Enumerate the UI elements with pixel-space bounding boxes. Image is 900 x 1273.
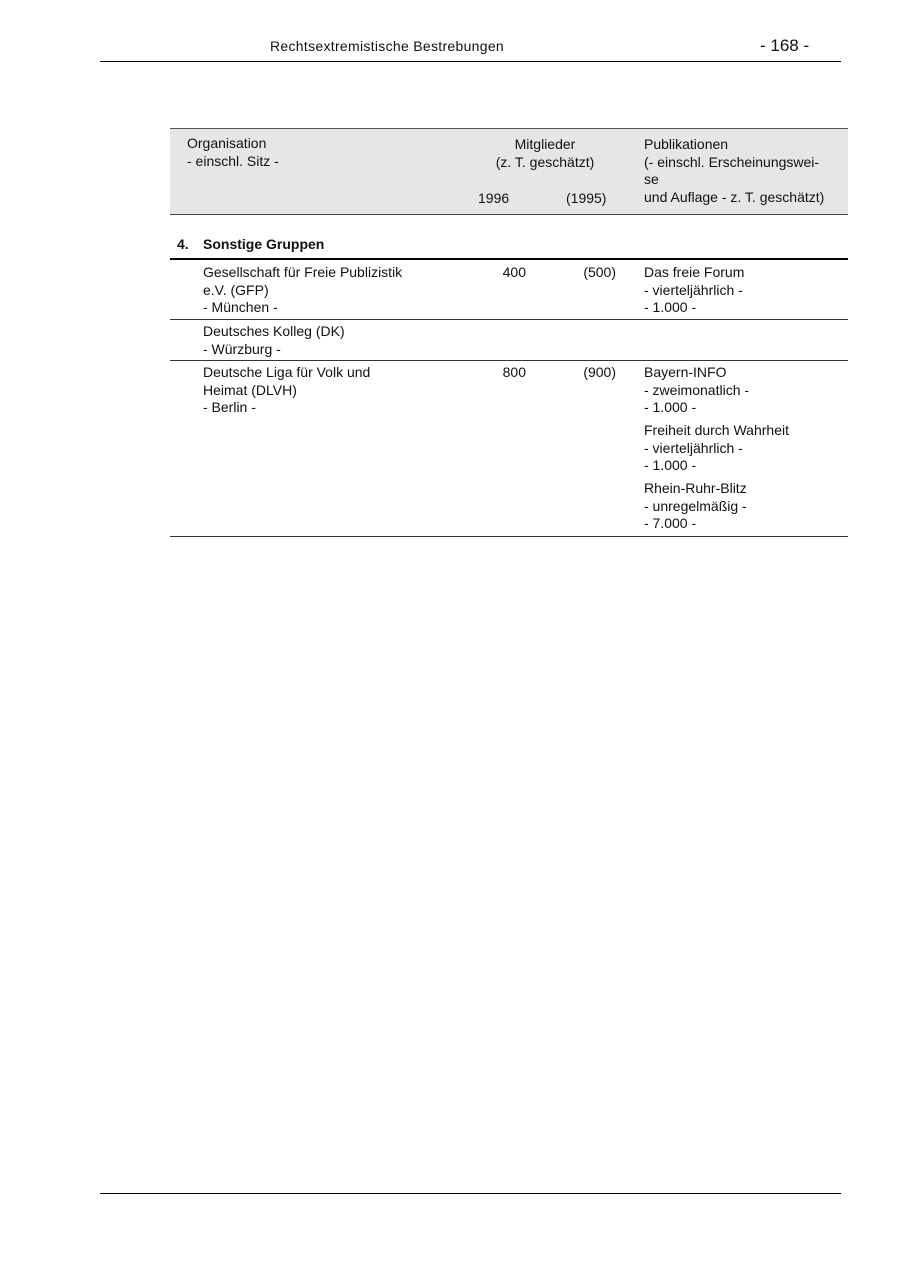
org-cell <box>203 323 345 358</box>
header-org-line1: Organisation <box>187 135 267 151</box>
publication-cell <box>644 264 744 317</box>
header-year-1996: 1996 <box>478 190 510 206</box>
publication-cell <box>644 422 789 475</box>
group-heading <box>170 215 848 260</box>
header-year-1995: (1995) <box>566 190 607 206</box>
publication-cell <box>644 480 747 533</box>
header-members-line2: (z. T. geschätzt) <box>495 153 595 170</box>
org-seat: - Berlin - <box>203 399 256 415</box>
publication-circulation: - 1.000 - <box>644 457 697 473</box>
organizations-table <box>170 128 848 537</box>
members-1995: (500) <box>583 264 616 280</box>
members-1996: 400 <box>502 264 526 280</box>
header-publications <box>644 136 824 206</box>
header-pub-line1: Publikationen <box>644 136 729 152</box>
header-pub-line3: se <box>644 171 659 187</box>
group-number: 4. <box>177 236 189 252</box>
org-name-cont: e.V. (GFP) <box>203 281 269 298</box>
footer-rule <box>100 1193 841 1194</box>
publication-circulation: - 7.000 - <box>644 515 697 531</box>
org-name: Deutsche Liga für Volk und <box>203 364 371 380</box>
org-name: Deutsches Kolleg (DK) <box>203 323 345 339</box>
members-1995: (900) <box>583 364 616 380</box>
publication-title: Freiheit durch Wahrheit <box>644 422 789 438</box>
publication-circulation: - 1.000 - <box>644 299 697 315</box>
header-pub-line4: und Auflage - z. T. geschätzt) <box>644 188 825 205</box>
publication-frequency: - vierteljährlich - <box>644 281 743 298</box>
header-org-line2: - einschl. Sitz - <box>187 152 279 169</box>
header-members <box>470 136 620 171</box>
table-row <box>170 361 848 537</box>
org-name-cont: Heimat (DLVH) <box>203 381 297 398</box>
publication-frequency: - zweimonatlich - <box>644 381 750 398</box>
table-row <box>170 320 848 361</box>
header-org <box>187 135 279 170</box>
publication-circulation: - 1.000 - <box>644 399 697 415</box>
header-members-line1: Mitglieder <box>514 136 576 152</box>
table-header <box>170 128 848 215</box>
publication-title: Das freie Forum <box>644 264 745 280</box>
page-number: - 168 - <box>760 36 810 55</box>
group-title: Sonstige Gruppen <box>203 236 325 252</box>
header-pub-line2: (- einschl. Erscheinungswei- <box>644 153 820 170</box>
members-1996: 800 <box>502 364 526 380</box>
running-header-title: Rechtsextremistische Bestrebungen <box>270 38 505 54</box>
org-cell <box>203 264 402 317</box>
publication-cell <box>644 364 749 417</box>
org-seat: - Würzburg - <box>203 340 281 357</box>
publication-frequency: - unregelmäßig - <box>644 497 747 514</box>
org-name: Gesellschaft für Freie Publizistik <box>203 264 403 280</box>
header-rule <box>100 61 841 62</box>
org-cell <box>203 364 370 417</box>
publication-frequency: - vierteljährlich - <box>644 439 743 456</box>
table-row <box>170 260 848 320</box>
publication-title: Rhein-Ruhr-Blitz <box>644 480 747 496</box>
org-seat: - München - <box>203 299 278 315</box>
publication-title: Bayern-INFO <box>644 364 727 380</box>
